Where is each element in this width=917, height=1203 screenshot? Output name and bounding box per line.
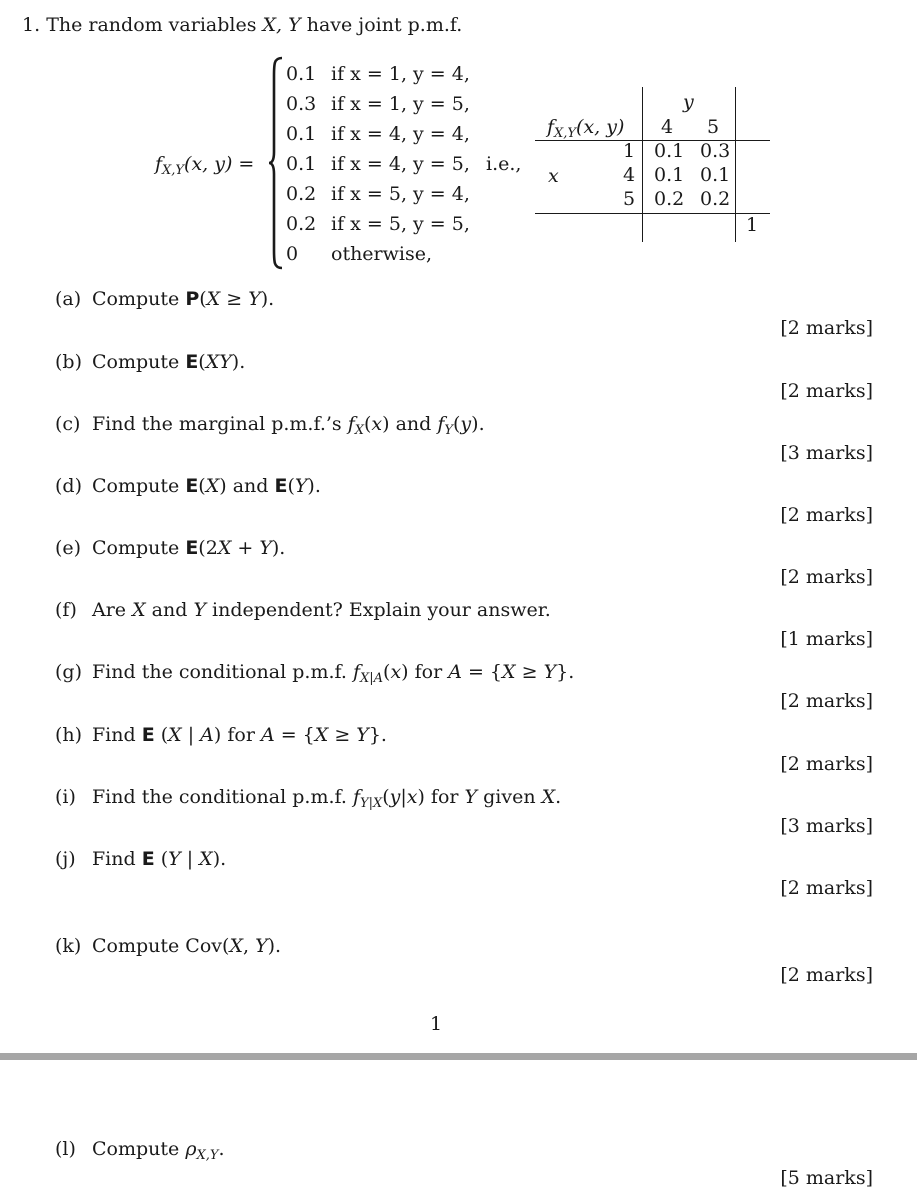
- pmf-lhs: [155, 153, 255, 178]
- part-label: (a): [55, 288, 82, 310]
- part-text: Find the conditional p.m.f. $f_{X|A}(x)$ for A = {X ≥ Y}.: [92, 661, 575, 686]
- pmf-case-value: 0.1: [286, 63, 317, 85]
- marks-f: [1 marks]: [780, 628, 873, 650]
- joint-pmf-table: [535, 87, 770, 242]
- ie-text: i.e.,: [486, 153, 522, 175]
- part-g: [55, 661, 575, 686]
- part-label: (k): [55, 935, 82, 957]
- pmf-case-condition: if x = 4, y = 4,: [331, 123, 470, 145]
- pmf-case-value: 0: [286, 243, 299, 265]
- question-number: 1.: [22, 14, 41, 36]
- pmf-case-7: [286, 243, 432, 265]
- pmf-case-4: [286, 153, 470, 175]
- part-label: (d): [55, 475, 82, 497]
- table-row-x-5: 5: [623, 188, 636, 210]
- table-hline-bottom: [535, 213, 770, 214]
- part-k: [55, 935, 281, 957]
- pmf-case-value: 0.1: [286, 153, 317, 175]
- pmf-case-3: [286, 123, 470, 145]
- part-a: [55, 288, 274, 310]
- part-text: Find E (Y | X).: [92, 848, 227, 870]
- part-text: Find E (X | A) for A = {X ≥ Y}.: [92, 724, 387, 746]
- marks-a: [2 marks]: [780, 317, 873, 339]
- part-text: Compute E(XY).: [92, 351, 246, 373]
- pmf-case-condition: if x = 5, y = 4,: [331, 183, 470, 205]
- pmf-case-6: [286, 213, 470, 235]
- part-text: Find the conditional p.m.f. $f_{Y|X}(y|x)$ for Y given X.: [92, 786, 562, 811]
- marks-e: [2 marks]: [780, 566, 873, 588]
- marks-g: [2 marks]: [780, 690, 873, 712]
- table-corner-f: f: [547, 116, 555, 138]
- marks-c: [3 marks]: [780, 442, 873, 464]
- page-divider: [0, 1053, 917, 1060]
- marks-k: [2 marks]: [780, 964, 873, 986]
- part-b: [55, 351, 245, 373]
- part-label: (j): [55, 848, 76, 870]
- part-label: (h): [55, 724, 83, 746]
- table-cell: 0.2: [654, 188, 685, 210]
- pmf-case-condition: if x = 4, y = 5,: [331, 153, 470, 175]
- pmf-case-1: [286, 63, 470, 85]
- table-row-var: x: [548, 165, 559, 187]
- left-brace-icon: [268, 56, 284, 270]
- question-heading: [22, 14, 462, 36]
- part-e: [55, 537, 285, 559]
- pmf-lhs-args: (x, y) =: [184, 153, 255, 175]
- table-cell: 0.1: [700, 164, 731, 186]
- marks-d: [2 marks]: [780, 504, 873, 526]
- pmf-case-condition: if x = 1, y = 4,: [331, 63, 470, 85]
- table-col-header-4: 4: [661, 116, 674, 138]
- page-number: 1: [430, 1013, 443, 1035]
- part-text: Compute E(2X + Y).: [92, 537, 286, 559]
- table-vline-outer: [735, 87, 736, 242]
- pmf-case-value: 0.2: [286, 213, 317, 235]
- part-text: Compute P(X ≥ Y).: [92, 288, 275, 310]
- table-cell: 0.1: [654, 164, 685, 186]
- marks-i: [3 marks]: [780, 815, 873, 837]
- pmf-case-value: 0.2: [286, 183, 317, 205]
- part-label: (g): [55, 661, 82, 683]
- pmf-case-condition: if x = 5, y = 5,: [331, 213, 470, 235]
- pmf-case-condition: otherwise,: [331, 243, 433, 265]
- part-text: Compute $\rho_{X,Y}$.: [92, 1138, 225, 1163]
- part-label: (b): [55, 351, 82, 373]
- pmf-case-2: [286, 93, 470, 115]
- part-text: Compute E(X) and E(Y).: [92, 475, 321, 497]
- marks-h: [2 marks]: [780, 753, 873, 775]
- part-text: Compute Cov(X, Y).: [92, 935, 282, 957]
- part-i: [55, 786, 562, 811]
- table-corner: [547, 116, 625, 141]
- question-tail: have joint p.m.f.: [306, 14, 463, 36]
- pmf-case-5: [286, 183, 470, 205]
- table-corner-sub: X,Y: [554, 126, 577, 141]
- table-col-var: y: [683, 91, 694, 113]
- part-c: [55, 413, 485, 438]
- part-text: Find the marginal p.m.f.’s $f_X(x)$ and $f_Y(y)$.: [92, 413, 485, 438]
- marks-b: [2 marks]: [780, 380, 873, 402]
- marks-l: [5 marks]: [780, 1167, 873, 1189]
- table-cell: 0.3: [700, 140, 731, 162]
- table-cell: 0.1: [654, 140, 685, 162]
- part-label: (e): [55, 537, 82, 559]
- table-corner-args: (x, y): [576, 116, 625, 138]
- pmf-case-value: 0.1: [286, 123, 317, 145]
- table-row-x-4: 4: [623, 164, 636, 186]
- part-l: [55, 1138, 225, 1163]
- part-label: (f): [55, 599, 77, 621]
- part-label: (l): [55, 1138, 76, 1160]
- question-vars: X, Y: [262, 14, 301, 36]
- part-label: (c): [55, 413, 81, 435]
- pmf-case-value: 0.3: [286, 93, 317, 115]
- pmf-lhs-f: f: [155, 153, 163, 175]
- table-col-header-5: 5: [707, 116, 720, 138]
- part-h: [55, 724, 387, 746]
- question-intro: The random variables: [46, 14, 257, 36]
- table-cell: 0.2: [700, 188, 731, 210]
- part-text: Are X and Y independent? Explain your answer.: [92, 599, 551, 621]
- pmf-lhs-sub: X,Y: [162, 163, 185, 178]
- table-row-x-1: 1: [623, 140, 636, 162]
- marks-j: [2 marks]: [780, 877, 873, 899]
- table-total: 1: [746, 214, 759, 236]
- part-d: [55, 475, 321, 497]
- pmf-case-condition: if x = 1, y = 5,: [331, 93, 470, 115]
- part-f: [55, 599, 551, 621]
- table-vline-inner: [642, 87, 643, 242]
- part-label: (i): [55, 786, 76, 808]
- part-j: [55, 848, 226, 870]
